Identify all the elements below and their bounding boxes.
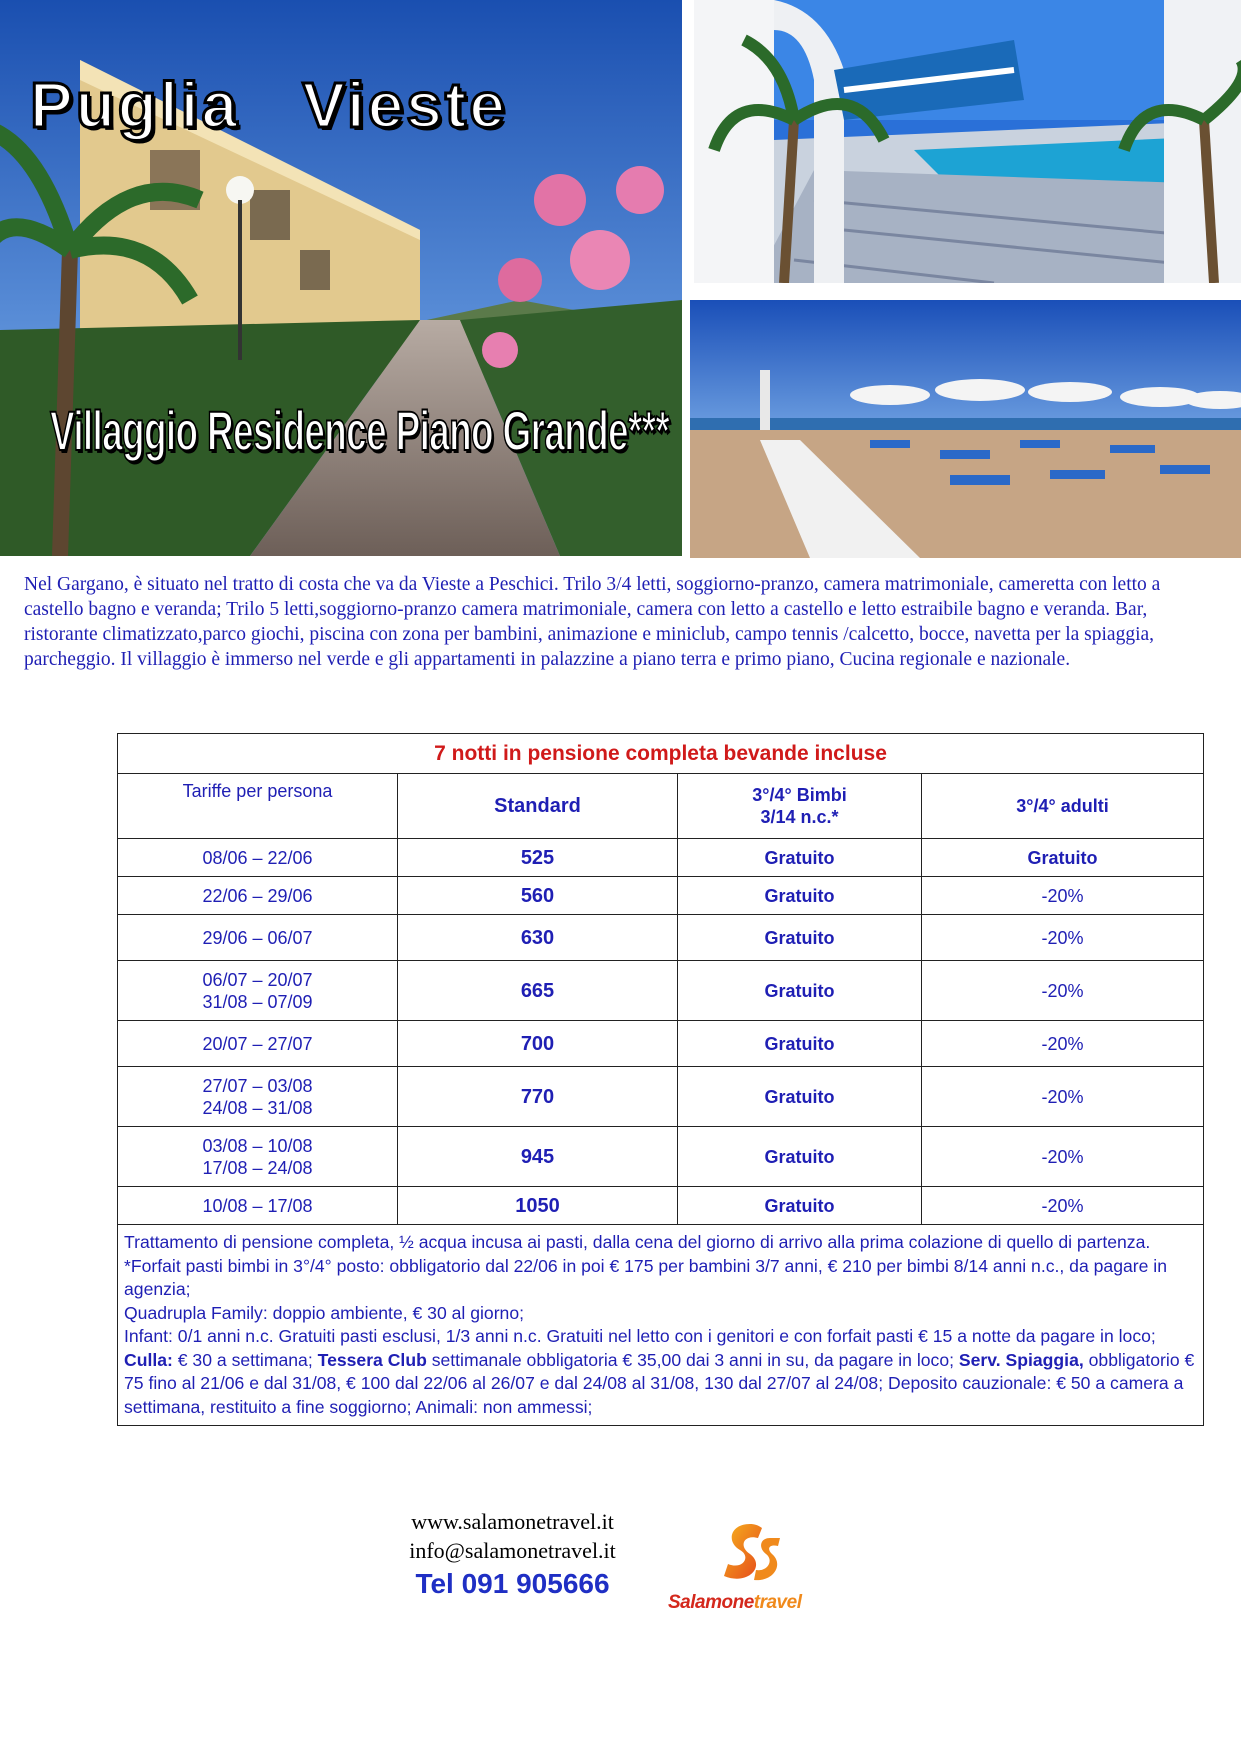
period-cell <box>118 1067 398 1127</box>
standard-price: 630 <box>398 915 678 961</box>
email-link[interactable]: info@salamonetravel.it <box>409 1538 616 1563</box>
note-treatment: Trattamento di pensione completa, ½ acqua incusa ai pasti, dalla cena del giorno di arrivo alla prima colazione di quello di partenza. <box>124 1232 1151 1252</box>
phone-number[interactable]: Tel 091 905666 <box>415 1568 610 1599</box>
adults-price: -20% <box>922 1127 1204 1187</box>
period-line: 27/07 – 03/08 <box>202 1075 313 1096</box>
kids-price: Gratuito <box>678 839 922 877</box>
contacts <box>380 1507 645 1603</box>
price-row <box>118 877 1204 915</box>
price-row <box>118 1187 1204 1225</box>
period-line: 03/08 – 10/08 <box>202 1135 313 1156</box>
note-infant: Infant: 0/1 anni n.c. Gratuiti pasti esclusi, 1/3 anni n.c. Gratuiti nel letto con i genitori e con forfait pasti € 15 a notte da pagare in loco; <box>124 1326 1156 1346</box>
kids-price: Gratuito <box>678 1021 922 1067</box>
price-row <box>118 1127 1204 1187</box>
logo-s-icon <box>712 1520 788 1590</box>
period-line: 10/08 – 17/08 <box>202 1195 313 1216</box>
price-table <box>117 733 1204 1426</box>
period-line: 20/07 – 27/07 <box>202 1033 313 1054</box>
period-cell <box>118 915 398 961</box>
period-cell <box>118 1187 398 1225</box>
adults-price: -20% <box>922 961 1204 1021</box>
adults-price: Gratuito <box>922 839 1204 877</box>
residence-photo <box>0 0 682 556</box>
tessera-label: Tessera Club <box>317 1349 427 1370</box>
period-line: 29/06 – 06/07 <box>202 927 313 948</box>
period-line: 06/07 – 20/07 <box>202 969 313 990</box>
price-row <box>118 1021 1204 1067</box>
kids-price: Gratuito <box>678 961 922 1021</box>
price-row <box>118 1067 1204 1127</box>
price-row <box>118 839 1204 877</box>
header-period: Tariffe per persona <box>118 774 398 839</box>
adults-price: -20% <box>922 877 1204 915</box>
note-forfait: *Forfait pasti bimbi in 3°/4° posto: obbligatorio dal 22/06 in poi € 175 per bambini 3/7 anni, € 210 per bimbi 8/14 anni n.c., da pagare in agenzia; <box>124 1255 1167 1299</box>
village-name: Villaggio Residence Piano Grande*** <box>50 399 670 462</box>
logo-text-travel: travel <box>753 1592 802 1613</box>
price-notes <box>118 1225 1204 1426</box>
spiaggia-text: obbligatorio € 75 fino al 21/06 e dal 31/08, € 100 dal 22/06 al 26/07 e dal 24/08 al 31/08, 130 dal 27/07 al 24/08; Deposito cauzionale: € 50 a camera a settimana, restituito a fine soggiorno; Animali: non ammessi; <box>124 1349 1195 1417</box>
note-family: Quadrupla Family: doppio ambiente, € 30 al giorno; <box>124 1302 525 1323</box>
standard-price: 770 <box>398 1067 678 1127</box>
beach-photo-image <box>690 300 1241 558</box>
period-line-2: 31/08 – 07/09 <box>202 991 313 1012</box>
header-standard: Standard <box>398 774 678 839</box>
header-adults: 3°/4° adulti <box>922 774 1204 839</box>
period-cell <box>118 961 398 1021</box>
kids-price: Gratuito <box>678 915 922 961</box>
period-cell <box>118 839 398 877</box>
logo-text-salamone: Salamone <box>668 1592 754 1613</box>
period-line-2: 17/08 – 24/08 <box>202 1157 313 1178</box>
spiaggia-label: Serv. Spiaggia, <box>958 1349 1084 1370</box>
kids-price: Gratuito <box>678 1187 922 1225</box>
period-line: 22/06 – 29/06 <box>202 885 313 906</box>
website-link[interactable]: www.salamonetravel.it <box>411 1509 614 1534</box>
culla-label: Culla: <box>124 1349 173 1370</box>
price-row <box>118 915 1204 961</box>
kids-price: Gratuito <box>678 1127 922 1187</box>
header-kids <box>678 774 922 839</box>
period-cell <box>118 877 398 915</box>
destination-title: Puglia Vieste <box>30 69 508 141</box>
village-description: Nel Gargano, è situato nel tratto di costa che va da Vieste a Peschici. Trilo 3/4 letti, soggiorno-pranzo, camera matrimoniale, cameretta con letto a castello bagno e veranda; Trilo 5 letti,soggiorno-pranzo camera matrimoniale, camera con letto a castello e letto estraibile bagno e veranda. Bar, ristorante climatizzato,parco giochi, piscina con zona per bambini, animazione e miniclub, campo tennis /calcetto, bocce, navetta per la spiaggia, parcheggio. Il villaggio è immerso nel verde e gli appartamenti in palazzine a piano terra e primo piano, Cucina regionale e nazionale. <box>24 574 1161 670</box>
price-table-title: 7 notti in pensione completa bevande incluse <box>118 734 1204 774</box>
salamone-travel-logo <box>664 1520 840 1620</box>
header-kids-line1: 3°/4° Bimbi <box>752 785 847 805</box>
standard-price: 700 <box>398 1021 678 1067</box>
period-cell <box>118 1021 398 1067</box>
pool-photo <box>694 0 1241 283</box>
adults-price: -20% <box>922 1067 1204 1127</box>
adults-price: -20% <box>922 1021 1204 1067</box>
culla-text: € 30 a settimana; <box>172 1349 318 1370</box>
period-line: 08/06 – 22/06 <box>202 847 313 868</box>
beach-photo <box>690 300 1241 558</box>
logo-text <box>668 1592 801 1614</box>
note-extras <box>124 1349 1195 1420</box>
header-kids-line2: 3/14 n.c.* <box>760 807 839 827</box>
period-cell <box>118 1127 398 1187</box>
period-line-2: 24/08 – 31/08 <box>202 1097 313 1118</box>
standard-price: 945 <box>398 1127 678 1187</box>
pool-photo-image <box>694 0 1241 283</box>
price-row <box>118 961 1204 1021</box>
kids-price: Gratuito <box>678 1067 922 1127</box>
tessera-text: settimanale obbligatoria € 35,00 dai 3 anni in su, da pagare in loco; <box>426 1349 959 1370</box>
adults-price: -20% <box>922 1187 1204 1225</box>
adults-price: -20% <box>922 915 1204 961</box>
standard-price: 560 <box>398 877 678 915</box>
standard-price: 665 <box>398 961 678 1021</box>
kids-price: Gratuito <box>678 877 922 915</box>
standard-price: 525 <box>398 839 678 877</box>
standard-price: 1050 <box>398 1187 678 1225</box>
